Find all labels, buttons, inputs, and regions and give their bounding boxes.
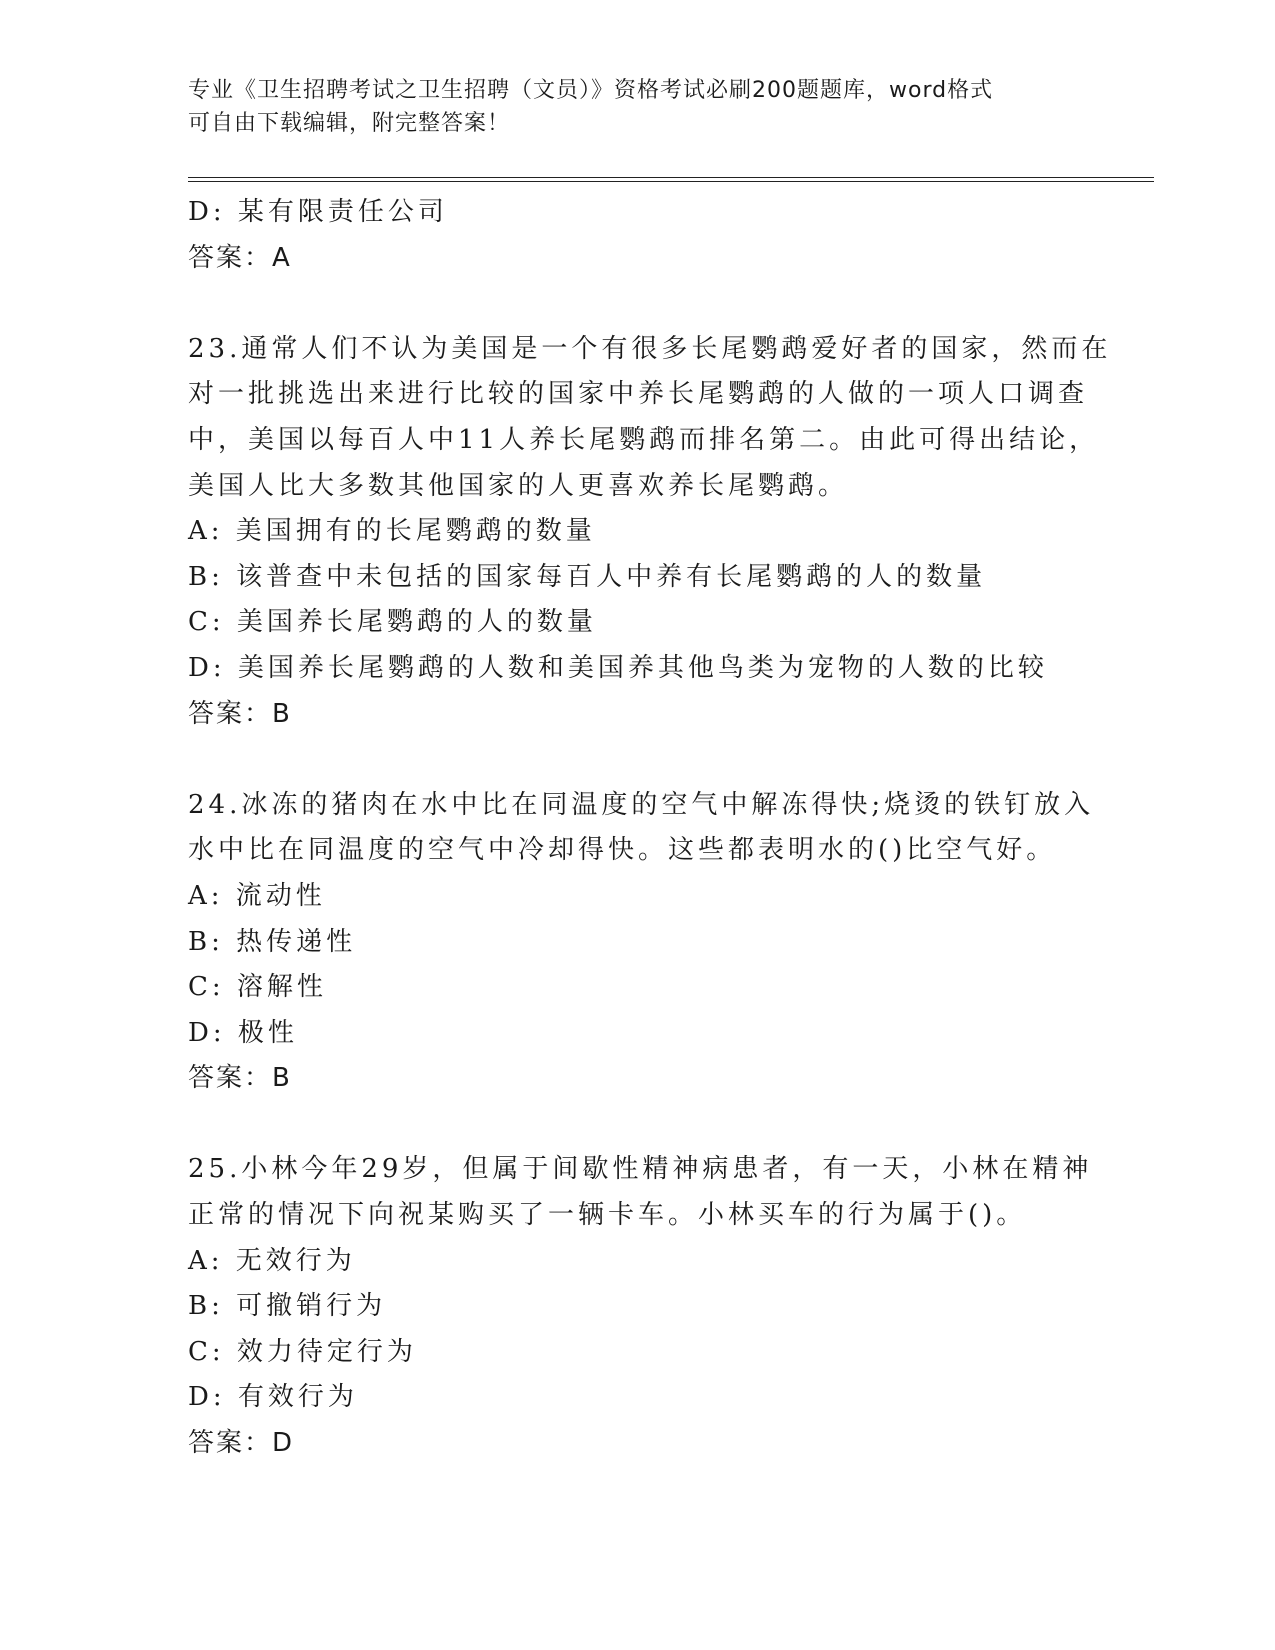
spacer — [188, 737, 1088, 783]
header-divider-top — [188, 177, 1154, 178]
option-d: D: 美国养长尾鹦鹉的人数和美国养其他鸟类为宠物的人数的比较 — [188, 652, 1048, 683]
option-c: C: 美国养长尾鹦鹉的人的数量 — [188, 607, 597, 638]
option-d: D: 有效行为 — [188, 1382, 358, 1413]
page-header — [188, 74, 1088, 140]
question-stem-line: 对一批挑选出来进行比较的国家中养长尾鹦鹉的人做的一项人口调查 — [188, 379, 1089, 410]
answer-line: 答案：B — [188, 1063, 292, 1094]
previous-question-tail — [188, 190, 1088, 281]
header-title-line-2: 可自由下载编辑，附完整答案！ — [188, 111, 511, 136]
question-stem-line: 美国人比大多数其他国家的人更喜欢养长尾鹦鹉。 — [188, 470, 849, 501]
option-a: A: 流动性 — [188, 880, 326, 911]
option-c: C: 效力待定行为 — [188, 1336, 417, 1367]
question-stem-line: 正常的情况下向祝某购买了一辆卡车。小林买车的行为属于()。 — [188, 1200, 1027, 1231]
option-b: B: 可撤销行为 — [188, 1291, 387, 1322]
option-c: C: 溶解性 — [188, 972, 327, 1003]
question-stem-line: 24.冰冻的猪肉在水中比在同温度的空气中解冻得快;烧烫的铁钉放入 — [188, 789, 1095, 820]
answer-line: 答案：B — [188, 698, 292, 729]
option-a: A: 无效行为 — [188, 1245, 356, 1276]
answer-line: 答案：A — [188, 242, 292, 273]
question-24 — [188, 783, 1095, 1102]
option-b: B: 该普查中未包括的国家每百人中养有长尾鹦鹉的人的数量 — [188, 561, 987, 592]
question-25 — [188, 1147, 1093, 1466]
option-a: A: 美国拥有的长尾鹦鹉的数量 — [188, 516, 596, 547]
spacer — [188, 281, 1088, 327]
question-stem-line: 水中比在同温度的空气中冷却得快。这些都表明水的()比空气好。 — [188, 835, 1057, 866]
option-d: D: 极性 — [188, 1017, 298, 1048]
question-stem-line: 23.通常人们不认为美国是一个有很多长尾鹦鹉爱好者的国家，然而在 — [188, 333, 1112, 364]
question-stem-line: 25.小林今年29岁，但属于间歇性精神病患者，有一天，小林在精神 — [188, 1154, 1093, 1185]
answer-line: 答案：D — [188, 1428, 295, 1459]
question-content — [188, 190, 1112, 1467]
spacer — [188, 1102, 1088, 1148]
question-23 — [188, 327, 1112, 737]
header-divider-bottom — [188, 181, 1154, 182]
question-stem-line: 中，美国以每百人中11人养长尾鹦鹉而排名第二。由此可得出结论， — [188, 424, 1100, 455]
option-d: D: 某有限责任公司 — [188, 197, 448, 227]
header-title-line-1: 专业《卫生招聘考试之卫生招聘（文员）》资格考试必刷200题题库，word格式 — [188, 78, 994, 103]
option-b: B: 热传递性 — [188, 926, 357, 957]
